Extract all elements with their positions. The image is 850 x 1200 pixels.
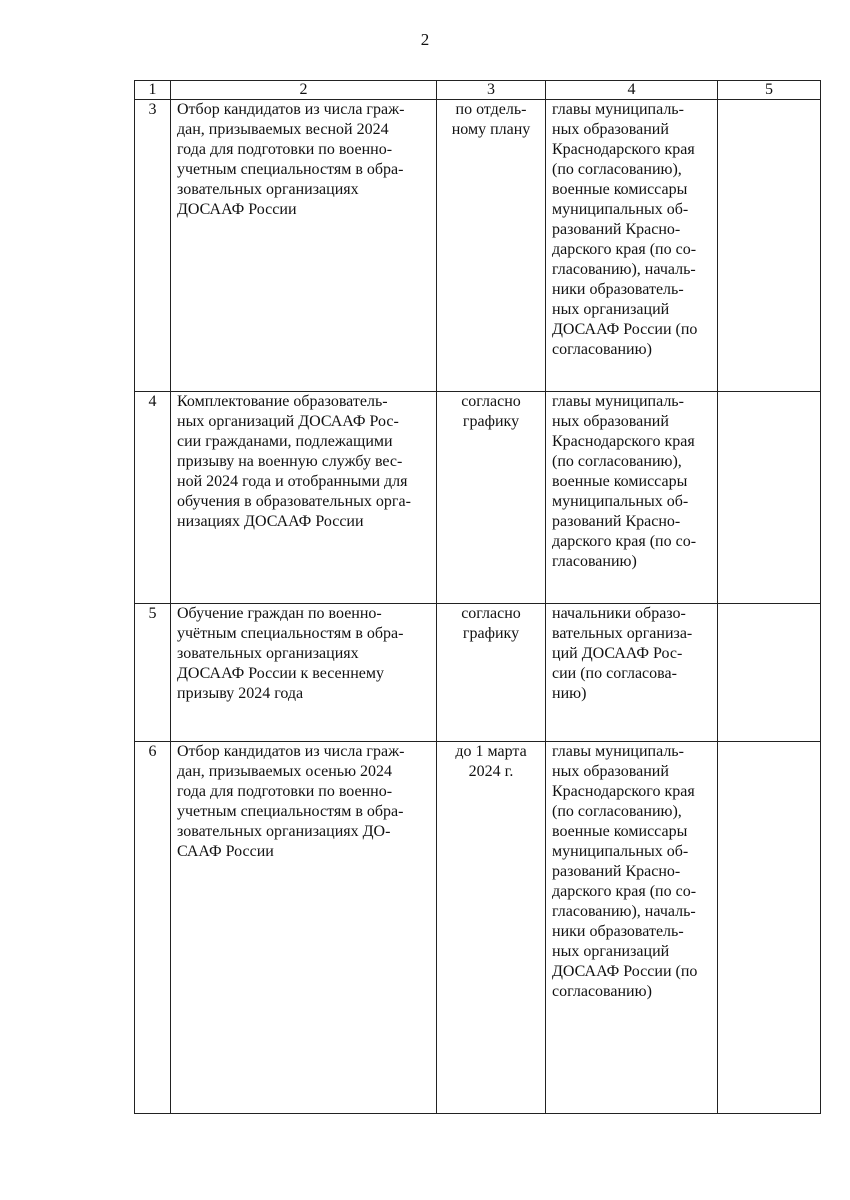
deadline-text: до 1 марта 2024 г. xyxy=(455,743,527,780)
deadline-text: согласно графику xyxy=(461,393,521,430)
note-cell xyxy=(718,742,821,1114)
deadline-text: по отдель- ному плану xyxy=(451,101,531,138)
table-row xyxy=(135,604,821,742)
header-cell-4: 4 xyxy=(546,81,718,100)
responsible-text: главы муниципаль- ных образований Краснодарского края (по согласованию), военные комиссары муниципальных об- разований Красно- дарского края (по со- гласованию) xyxy=(552,393,697,570)
header-cell-2: 2 xyxy=(171,81,437,100)
note-cell xyxy=(718,392,821,604)
header-cell-5: 5 xyxy=(718,81,821,100)
responsible-text: начальники образо- вательных организа- ций ДОСААФ Рос- сии (по согласова- нию) xyxy=(552,605,693,702)
activity-cell xyxy=(171,604,437,742)
activity-text: Комплектование образователь- ных организаций ДОСААФ Рос- сии гражданами, подлежащими призыву на военную службу вес- ной 2024 года и отобранными для обучения в образовательных орга- низациях ДОСААФ России xyxy=(177,393,411,530)
responsible-text: главы муниципаль- ных образований Краснодарского края (по согласованию), военные комиссары муниципальных об- разований Красно- дарского края (по со- гласованию), началь- ники образователь- ных организаций ДОСААФ России (по согласованию) xyxy=(552,743,698,1000)
table-row xyxy=(135,392,821,604)
deadline-cell xyxy=(437,742,546,1114)
activity-text: Отбор кандидатов из числа граж- дан, призываемых весной 2024 года для подготовки по военно- учетным специальностям в обра- зовательных организациях ДОСААФ России xyxy=(177,101,405,218)
activity-cell xyxy=(171,392,437,604)
deadline-cell xyxy=(437,604,546,742)
note-cell xyxy=(718,604,821,742)
responsible-text: главы муниципаль- ных образований Краснодарского края (по согласованию), военные комиссары муниципальных об- разований Красно- дарского края (по со- гласованию), началь- ники образователь- ных организаций ДОСААФ России (по согласованию) xyxy=(552,101,698,358)
responsible-cell xyxy=(546,392,718,604)
responsible-cell xyxy=(546,100,718,392)
activity-text: Обучение граждан по военно- учётным специальностям в обра- зовательных организациях ДОСААФ России к весеннему призыву 2024 года xyxy=(177,605,404,702)
activity-cell xyxy=(171,100,437,392)
row-number: 4 xyxy=(135,392,171,604)
activity-cell xyxy=(171,742,437,1114)
deadline-cell xyxy=(437,392,546,604)
header-cell-3: 3 xyxy=(437,81,546,100)
table-row xyxy=(135,100,821,392)
plan-table xyxy=(134,80,821,1114)
header-cell-1: 1 xyxy=(135,81,171,100)
note-cell xyxy=(718,100,821,392)
row-number: 6 xyxy=(135,742,171,1114)
page-number: 2 xyxy=(420,30,430,49)
row-number: 3 xyxy=(135,100,171,392)
row-number: 5 xyxy=(135,604,171,742)
responsible-cell xyxy=(546,742,718,1114)
responsible-cell xyxy=(546,604,718,742)
deadline-text: согласно графику xyxy=(461,605,521,642)
table-row xyxy=(135,742,821,1114)
activity-text: Отбор кандидатов из числа граж- дан, призываемых осенью 2024 года для подготовки по военно- учетным специальностям в обра- зовательных организациях ДО- СААФ России xyxy=(177,743,405,860)
table-header-row xyxy=(135,81,821,100)
deadline-cell xyxy=(437,100,546,392)
